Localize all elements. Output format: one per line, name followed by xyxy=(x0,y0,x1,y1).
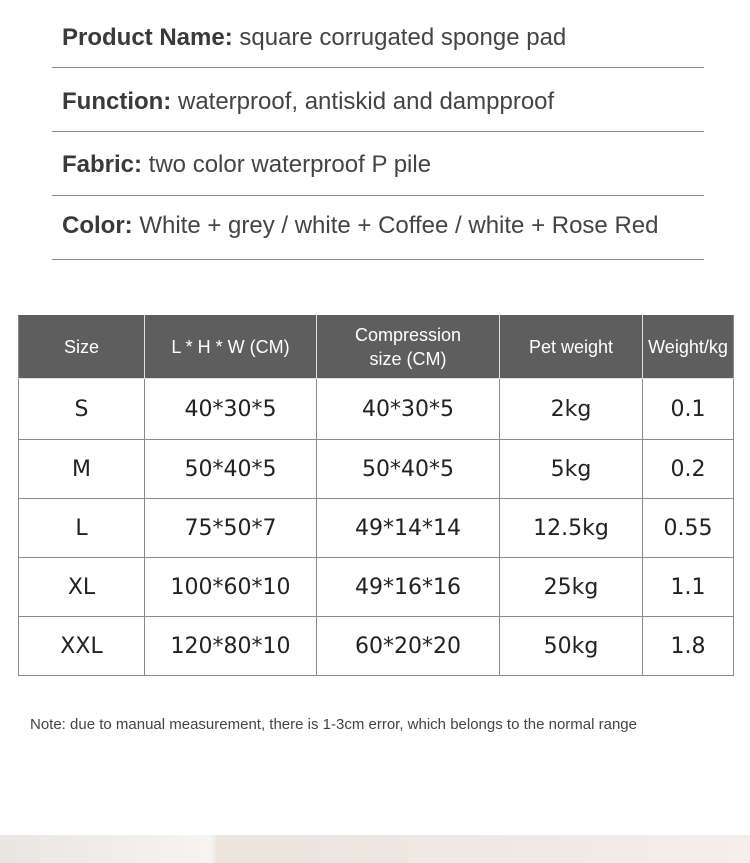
header-pet-weight: Pet weight xyxy=(500,316,643,379)
table-row xyxy=(19,499,734,558)
spec-value: White + grey / white + Coffee / white + Rose Red xyxy=(132,212,659,239)
cell-size: XXL xyxy=(19,617,145,676)
cell-compression-size: 50*40*5 xyxy=(317,440,500,499)
spec-key: Product Name: xyxy=(62,24,233,51)
table-row xyxy=(19,440,734,499)
header-weight: Weight/kg xyxy=(643,316,734,379)
table-row xyxy=(19,379,734,440)
cell-pet-weight: 5kg xyxy=(500,440,643,499)
spec-value: waterproof, antiskid and dampproof xyxy=(171,88,555,115)
cell-compression-size: 49*16*16 xyxy=(317,558,500,617)
cell-compression-size: 60*20*20 xyxy=(317,617,500,676)
cell-compression-size: 49*14*14 xyxy=(317,499,500,558)
cell-compression-size: 40*30*5 xyxy=(317,379,500,440)
header-size: Size xyxy=(19,316,145,379)
product-photo-edge xyxy=(0,835,750,863)
cell-dimensions: 100*60*10 xyxy=(145,558,317,617)
spec-product-name xyxy=(52,24,704,68)
measurement-note: Note: due to manual measurement, there is 1-3cm error, which belongs to the normal range xyxy=(30,716,637,733)
cell-pet-weight: 2kg xyxy=(500,379,643,440)
cell-size: M xyxy=(19,440,145,499)
table-row xyxy=(19,617,734,676)
cell-size: XL xyxy=(19,558,145,617)
cell-dimensions: 120*80*10 xyxy=(145,617,317,676)
spec-function xyxy=(52,88,704,132)
table-header-row xyxy=(19,316,734,379)
cell-weight: 1.8 xyxy=(643,617,734,676)
spec-value: two color waterproof P pile xyxy=(142,151,432,178)
cell-dimensions: 40*30*5 xyxy=(145,379,317,440)
cell-weight: 1.1 xyxy=(643,558,734,617)
cell-size: L xyxy=(19,499,145,558)
header-dimensions: L * H * W (CM) xyxy=(145,316,317,379)
header-compression-size xyxy=(317,316,500,379)
cell-pet-weight: 25kg xyxy=(500,558,643,617)
cell-dimensions: 75*50*7 xyxy=(145,499,317,558)
cell-pet-weight: 12.5kg xyxy=(500,499,643,558)
cell-weight: 0.2 xyxy=(643,440,734,499)
spec-fabric xyxy=(52,151,704,196)
table-row xyxy=(19,558,734,617)
spec-key: Fabric: xyxy=(62,151,143,178)
cell-weight: 0.1 xyxy=(643,379,734,440)
spec-value: square corrugated sponge pad xyxy=(232,24,567,51)
size-table xyxy=(18,315,734,676)
spec-key: Function: xyxy=(62,88,172,115)
cell-size: S xyxy=(19,379,145,440)
header-compression-size-text: Compression size (CM) xyxy=(354,325,462,369)
spec-color xyxy=(52,212,704,260)
spec-key: Color: xyxy=(62,212,133,239)
cell-dimensions: 50*40*5 xyxy=(145,440,317,499)
cell-weight: 0.55 xyxy=(643,499,734,558)
cell-pet-weight: 50kg xyxy=(500,617,643,676)
